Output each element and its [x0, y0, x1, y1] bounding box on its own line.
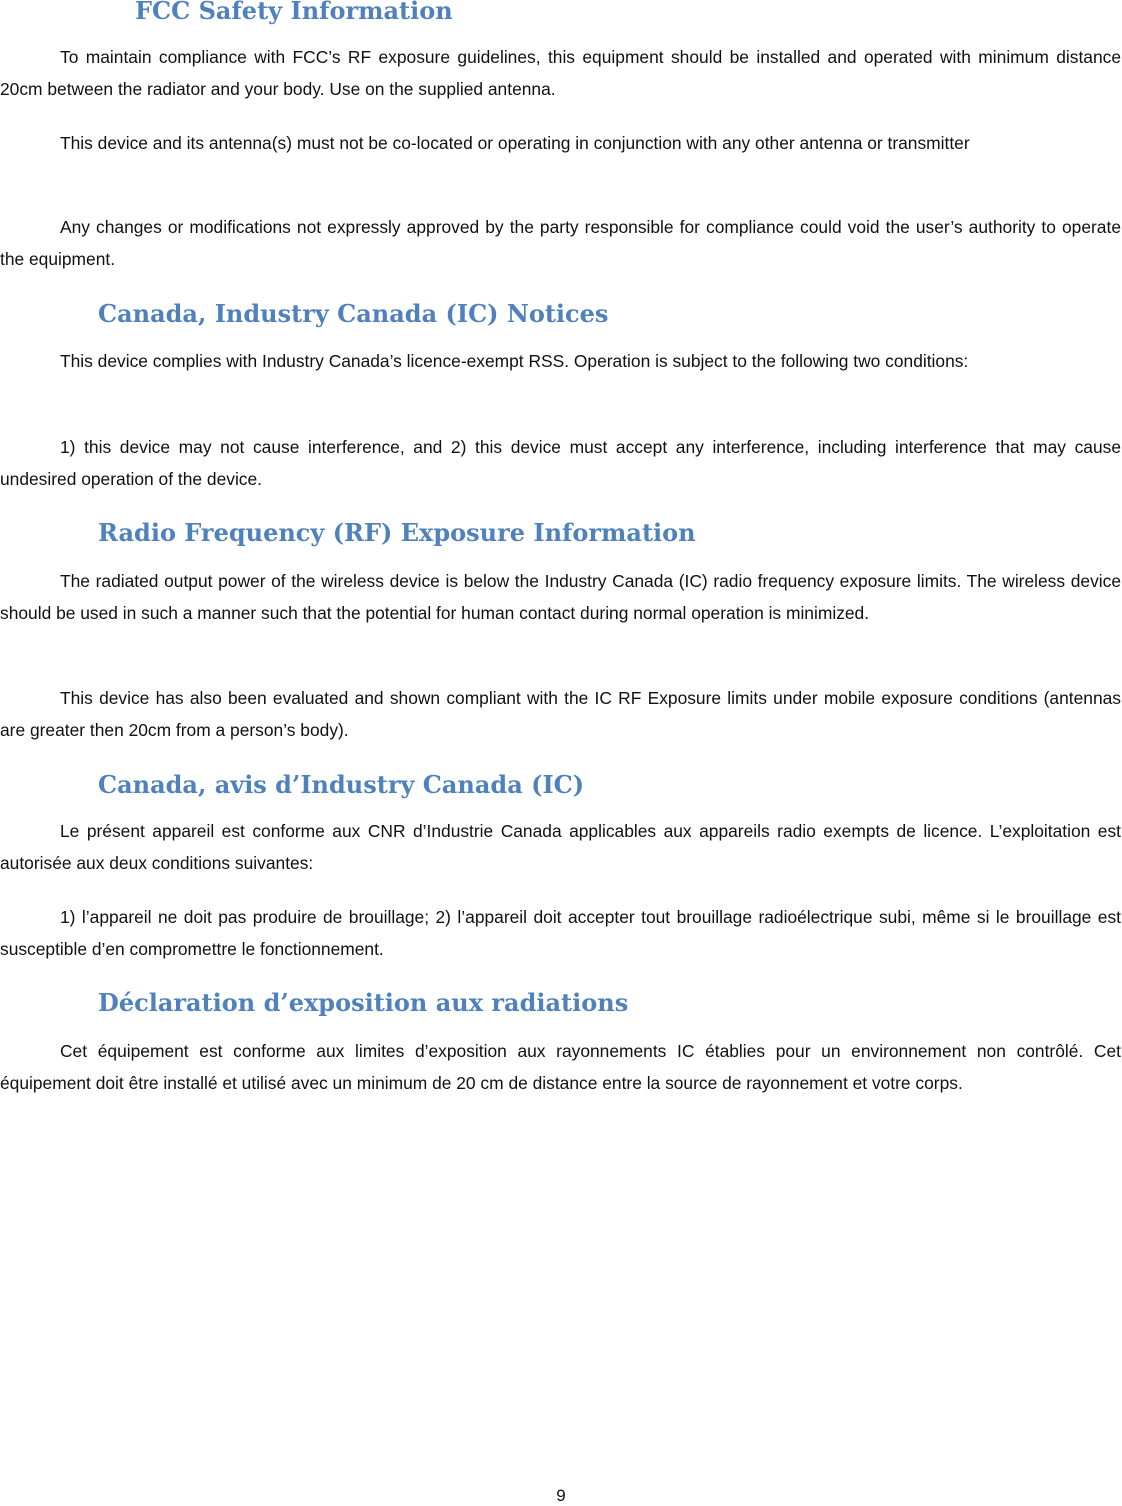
paragraph-ic-conditions: 1) this device may not cause interference, and 2) this device must accept any interference, including interference that may cause undesired operation of the device. — [0, 437, 1121, 489]
paragraph-rf-output-power: The radiated output power of the wireless device is below the Industry Canada (IC) radio frequency exposure limits. The wireless device should be used in such a manner such that the potential for human contact during normal operation is minimized. — [0, 571, 1121, 623]
paragraph-rf-mobile-exposure: This device has also been evaluated and shown compliant with the IC RF Exposure limits under mobile exposure conditions (antennas are greater then 20cm from a person’s body). — [0, 688, 1121, 740]
heading-rf-exposure-information: Radio Frequency (RF) Exposure Information — [98, 518, 696, 547]
heading-fcc-safety-information: FCC Safety Information — [135, 0, 453, 25]
paragraph-declaration-limites: Cet équipement est conforme aux limites d’exposition aux rayonnements IC établies pour un environnement non contrôlé. Cet équipement doit être installé et utilisé avec un minimum de 20 cm de distance entre la source de rayonnement et votre corps. — [0, 1041, 1121, 1093]
heading-declaration-exposition: Déclaration d’exposition aux radiations — [98, 988, 629, 1017]
paragraph-avis-cnr: Le présent appareil est conforme aux CNR d’Industrie Canada applicables aux appareils radio exempts de licence. L’exploitation est autorisée aux deux conditions suivantes: — [0, 821, 1121, 873]
page-number: 9 — [556, 1486, 566, 1505]
paragraph-ic-licence-exempt: This device complies with Industry Canada’s licence-exempt RSS. Operation is subject to the following two conditions: — [60, 351, 969, 371]
paragraph-fcc-modifications: Any changes or modifications not expressly approved by the party responsible for compliance could void the user’s authority to operate the equipment. — [0, 217, 1121, 269]
paragraph-avis-brouillage: 1) l’appareil ne doit pas produire de brouillage; 2) l’appareil doit accepter tout brouillage radioélectrique subi, même si le brouillage est susceptible d’en compromettre le fonctionnement. — [0, 907, 1121, 959]
heading-canada-ic-notices: Canada, Industry Canada (IC) Notices — [98, 299, 609, 328]
paragraph-fcc-rf-exposure: To maintain compliance with FCC’s RF exposure guidelines, this equipment should be installed and operated with minimum distance 20cm between the radiator and your body. Use on the supplied antenna. — [0, 47, 1121, 99]
heading-canada-avis-ic: Canada, avis d’Industry Canada (IC) — [98, 770, 585, 799]
paragraph-fcc-co-location: This device and its antenna(s) must not be co-located or operating in conjunction with any other antenna or transmitter — [60, 133, 970, 153]
